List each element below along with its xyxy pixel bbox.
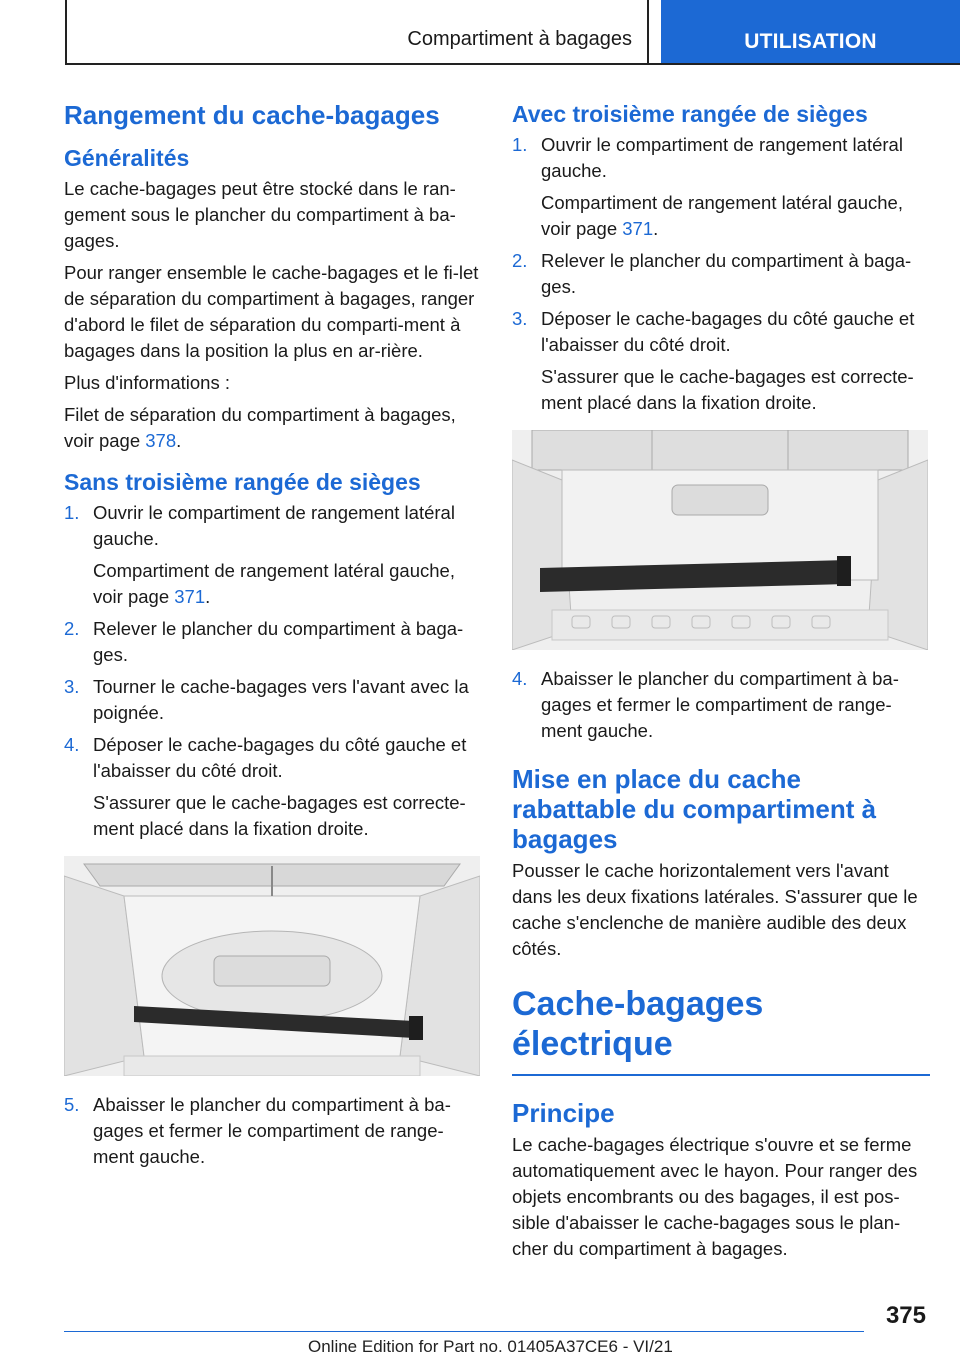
header-divider [647, 0, 649, 65]
heading-without-third-row: Sans troisième rangée de sièges [64, 469, 421, 495]
page-link-378[interactable]: 378 [145, 430, 177, 451]
step-text: Ouvrir le compartiment de rangement latéral gauche. [93, 502, 455, 549]
step-text: Déposer le cache-bagages du côté gauche et l'abaisser du côté droit. [93, 734, 467, 781]
ref-text: Filet de séparation du compartiment à bagages, voir page [64, 404, 456, 451]
trunk-illustration-right [512, 430, 928, 650]
section-title-install: Mise en place du cache rabattable du compartiment à bagages [512, 764, 877, 854]
step-number: 2. [512, 250, 528, 271]
ref-end: . [653, 218, 659, 239]
chapter-title-electric: Cache-bagages électrique [512, 984, 930, 1076]
footer-edition: Online Edition for Part no. 01405A37CE6 - VI/21 [308, 1337, 673, 1356]
header-chapter-tab: UTILISATION [661, 0, 960, 63]
header-section-title: Compartiment à bagages [407, 28, 632, 50]
principle-paragraph: Le cache-bagages électrique s'ouvre et se ferme automatiquement avec le hayon. Pour ranger des objets encombrants ou des bagages, il est pos-sible d'abaisser le cache-bagages sous le plan-cher du compartiment à bagages. [512, 1134, 918, 1259]
page-link-371[interactable]: 371 [174, 586, 206, 607]
heading-general: Généralités [64, 145, 190, 171]
general-paragraph-4 [64, 402, 482, 454]
general-paragraph-1: Le cache-bagages peut être stocké dans le ran-gement sous le plancher du compartiment à ba-gages. [64, 178, 456, 251]
trunk-illustration-left [64, 856, 480, 1076]
right-column [512, 100, 930, 1268]
heading-principle: Principe [512, 1098, 615, 1128]
step-number: 3. [512, 308, 528, 329]
step-text: Déposer le cache-bagages du côté gauche et l'abaisser du côté droit. [541, 308, 915, 355]
list-item [512, 132, 930, 242]
steps-with-third-row [512, 132, 930, 416]
footer-divider [64, 1331, 864, 1332]
step-subtext: S'assurer que le cache-bagages est correcte-ment placé dans la fixation droite. [541, 366, 914, 413]
list-item [512, 248, 930, 300]
step-text: Ouvrir le compartiment de rangement latéral gauche. [541, 134, 903, 181]
step-number: 5. [64, 1094, 80, 1115]
step-text: Tourner le cache-bagages vers l'avant avec la poignée. [93, 676, 469, 723]
step-subtext: S'assurer que le cache-bagages est correcte-ment placé dans la fixation droite. [93, 792, 466, 839]
step-text: Abaisser le plancher du compartiment à ba-gages et fermer le compartiment de range-ment gauche. [541, 668, 899, 741]
steps-without-third-row-cont [64, 1092, 482, 1170]
step-number: 4. [64, 734, 80, 755]
step-subtext [93, 558, 482, 610]
list-item [64, 674, 482, 726]
step-number: 3. [64, 676, 80, 697]
heading-with-third-row: Avec troisième rangée de sièges [512, 101, 868, 127]
step-text: Relever le plancher du compartiment à baga-ges. [541, 250, 912, 297]
list-item [64, 616, 482, 668]
step-subtext [541, 190, 930, 242]
steps-without-third-row [64, 500, 482, 842]
section-title-storage: Rangement du cache-bagages [64, 100, 440, 130]
page-number: 375 [885, 1302, 926, 1329]
ref-text: Compartiment de rangement latéral gauche, voir page [93, 560, 455, 607]
step-number: 1. [64, 502, 80, 523]
ref-end: . [205, 586, 211, 607]
list-item [512, 306, 930, 416]
step-text: Relever le plancher du compartiment à baga-ges. [93, 618, 464, 665]
general-paragraph-3: Plus d'informations : [64, 372, 230, 393]
general-paragraph-2: Pour ranger ensemble le cache-bagages et le fi-let de séparation du compartiment à bagages, ranger d'abord le filet de séparation du comparti-ment à bagages dans la position la plus en ar-rière. [64, 262, 479, 361]
steps-with-third-row-cont [512, 666, 930, 744]
list-item [64, 732, 482, 842]
ref-text: Compartiment de rangement latéral gauche, voir page [541, 192, 903, 239]
list-item [64, 1092, 482, 1170]
ref-end: . [176, 430, 182, 451]
step-number: 2. [64, 618, 80, 639]
install-paragraph: Pousser le cache horizontalement vers l'avant dans les deux fixations latérales. S'assurer que le cache s'enclenche de manière audible des deux côtés. [512, 860, 918, 959]
list-item [512, 666, 930, 744]
step-number: 4. [512, 668, 528, 689]
step-number: 1. [512, 134, 528, 155]
list-item [64, 500, 482, 610]
step-text: Abaisser le plancher du compartiment à ba-gages et fermer le compartiment de range-ment gauche. [93, 1094, 451, 1167]
left-column [64, 100, 482, 1176]
page-link-371[interactable]: 371 [622, 218, 654, 239]
